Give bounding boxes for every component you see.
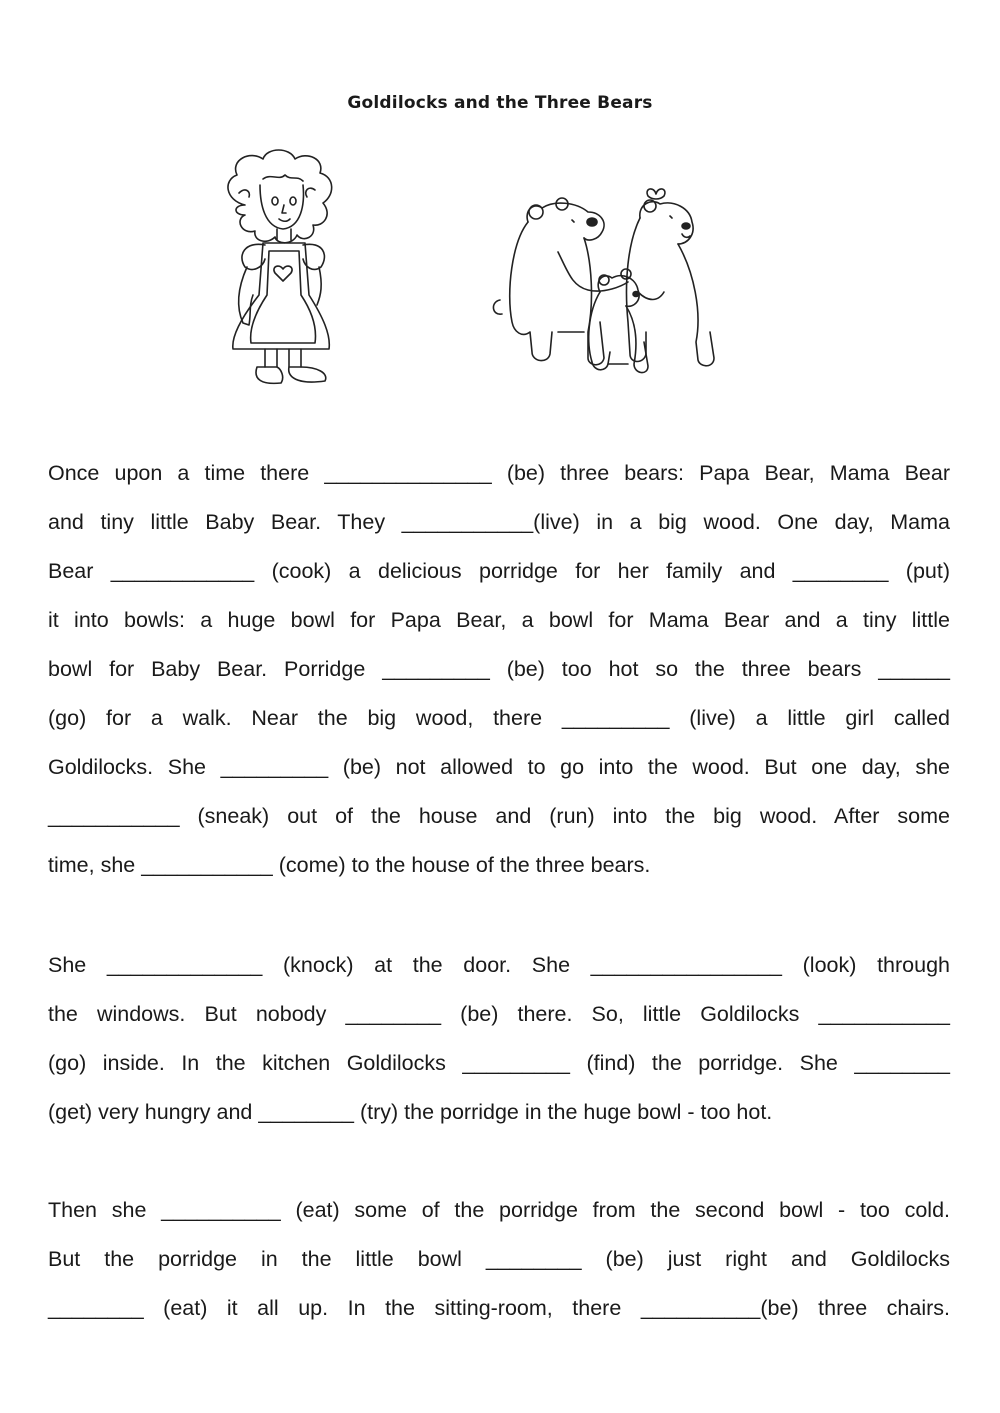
text-line: (go) inside. In the kitchen Goldilocks _________ (find) the porridge. She ________ xyxy=(48,1051,950,1075)
goldilocks-illustration xyxy=(205,145,355,395)
text-line: ________ (eat) it all up. In the sitting-room, there __________(be) three chairs. xyxy=(48,1296,950,1320)
text-line: She _____________ (knock) at the door. She ________________ (look) through xyxy=(48,953,950,977)
text-line: Then she __________ (eat) some of the porridge from the second bowl - too cold. xyxy=(48,1198,950,1222)
text-line: (go) for a walk. Near the big wood, there _________ (live) a little girl called xyxy=(48,706,950,730)
text-line: Once upon a time there ______________ (be) three bears: Papa Bear, Mama Bear xyxy=(48,461,950,485)
three-bears-illustration xyxy=(488,182,738,387)
text-line: time, she ___________ (come) to the house of the three bears. xyxy=(48,853,651,877)
paragraph-3 xyxy=(48,1186,950,1333)
paragraph-2 xyxy=(48,941,950,1137)
paragraph-1 xyxy=(48,449,950,890)
text-line: the windows. But nobody ________ (be) there. So, little Goldilocks ___________ xyxy=(48,1002,950,1026)
text-line: bowl for Baby Bear. Porridge _________ (be) too hot so the three bears ______ xyxy=(48,657,950,681)
text-line: Goldilocks. She _________ (be) not allowed to go into the wood. But one day, she xyxy=(48,755,950,779)
text-line: ___________ (sneak) out of the house and (run) into the big wood. After some xyxy=(48,804,950,828)
text-line: Bear ____________ (cook) a delicious porridge for her family and ________ (put) xyxy=(48,559,950,583)
page-title: Goldilocks and the Three Bears xyxy=(347,93,653,113)
text-line: (get) very hungry and ________ (try) the porridge in the huge bowl - too hot. xyxy=(48,1100,773,1124)
text-line: and tiny little Baby Bear. They ___________(live) in a big wood. One day, Mama xyxy=(48,510,950,534)
text-line: it into bowls: a huge bowl for Papa Bear, a bowl for Mama Bear and a tiny little xyxy=(48,608,950,632)
text-line: But the porridge in the little bowl ________ (be) just right and Goldilocks xyxy=(48,1247,950,1271)
